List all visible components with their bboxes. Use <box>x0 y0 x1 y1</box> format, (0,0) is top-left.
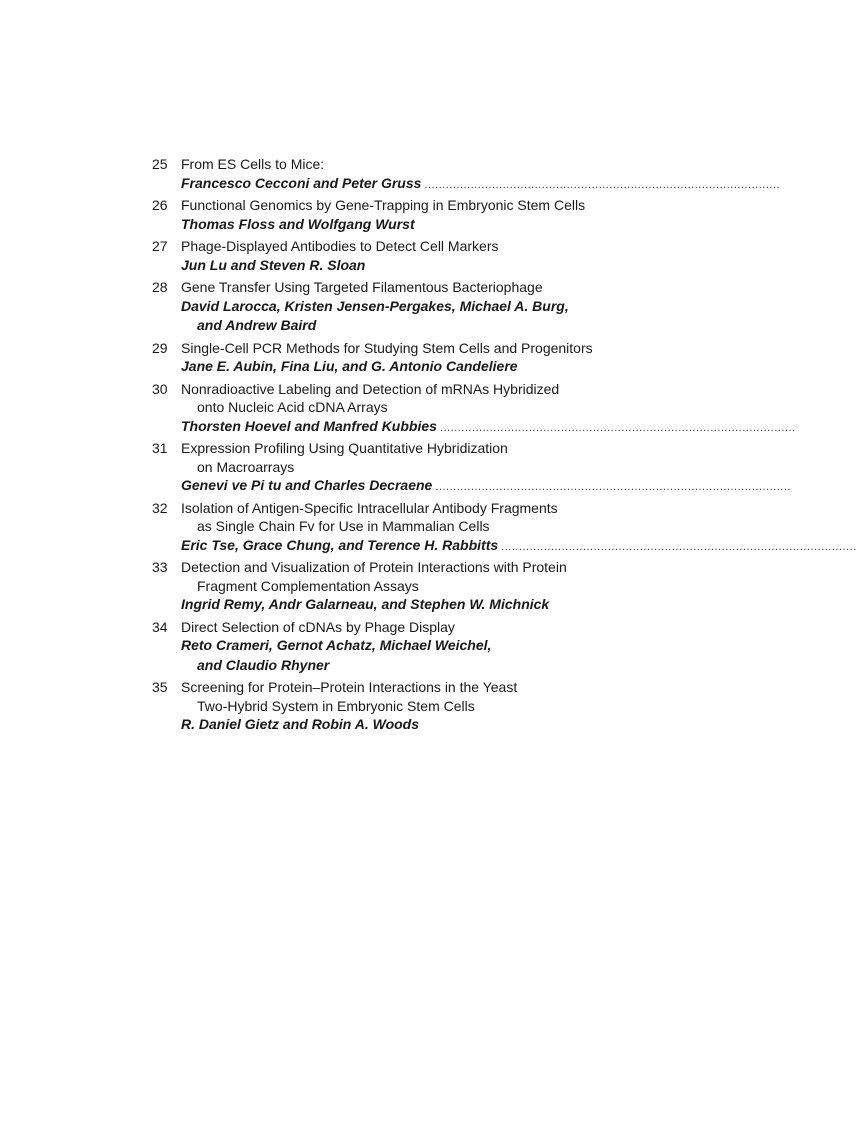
chapter-authors: Thorsten Hoevel and Manfred Kubbies <box>181 417 437 434</box>
chapter-title-continued: onto Nucleic Acid cDNA Arrays <box>197 399 388 415</box>
table-of-contents <box>152 155 857 738</box>
dot-leader: .................................................................................................... <box>439 421 796 434</box>
chapter-number: 30 <box>152 380 168 397</box>
chapter-number: 29 <box>152 339 168 356</box>
toc-entry-25 <box>152 155 781 193</box>
toc-entry-33 <box>152 558 638 615</box>
chapter-authors: Jane E. Aubin, Fina Liu, and G. Antonio Candeliere <box>181 358 518 374</box>
chapter-title-continued: Fragment Complementation Assays <box>197 577 419 594</box>
chapter-title-continued: Two-Hybrid System in Embryonic Stem Cells <box>197 697 475 714</box>
chapter-number: 27 <box>152 238 168 254</box>
chapter-title: Screening for Protein–Protein Interactions in the Yeast <box>181 679 518 695</box>
chapter-number: 25 <box>152 156 168 172</box>
dot-leader: .................................................................................................... <box>435 481 791 493</box>
author-leader-line <box>181 417 796 437</box>
chapter-authors: Reto Crameri, Gernot Achatz, Michael Weichel, <box>181 637 492 653</box>
chapter-authors: Jun Lu and Steven R. Sloan <box>181 256 366 273</box>
chapter-authors: David Larocca, Kristen Jensen-Pergakes, Michael A. Burg, <box>181 297 569 314</box>
toc-entry-28 <box>152 278 638 336</box>
dot-leader: .................................................................................................... <box>424 178 781 191</box>
chapter-title: Phage-Displayed Antibodies to Detect Cell Markers <box>181 238 499 254</box>
toc-entry-30 <box>152 380 796 437</box>
toc-entry-34 <box>152 618 638 676</box>
chapter-title-continued: as Single Chain Fv for Use in Mammalian Cells <box>197 518 490 534</box>
chapter-authors-continued: and Andrew Baird <box>197 317 317 333</box>
chapter-authors: Ingrid Remy, Andr Galarneau, and Stephen W. Michnick <box>181 596 550 612</box>
chapter-title: Isolation of Antigen-Specific Intracellular Antibody Fragments <box>181 499 558 516</box>
chapter-number: 35 <box>152 679 168 695</box>
chapter-number: 32 <box>152 499 168 516</box>
chapter-number: 28 <box>152 279 168 295</box>
chapter-title: From ES Cells to Mice: <box>181 156 325 172</box>
chapter-title: Direct Selection of cDNAs by Phage Display <box>181 618 455 635</box>
toc-entry-32 <box>152 499 857 556</box>
dot-leader: .................................................................................................... <box>501 540 857 553</box>
author-leader-line <box>181 174 781 194</box>
chapter-title: Expression Profiling Using Quantitative Hybridization <box>181 440 508 456</box>
author-leader-line <box>181 536 857 556</box>
chapter-authors: Thomas Floss and Wolfgang Wurst <box>181 215 415 232</box>
chapter-authors-continued: and Claudio Rhyner <box>197 656 330 673</box>
chapter-number: 26 <box>152 197 168 213</box>
chapter-title-continued: on Macroarrays <box>197 458 295 475</box>
toc-entry-31 <box>152 439 791 496</box>
toc-entry-29 <box>152 339 638 377</box>
chapter-number: 33 <box>152 559 168 575</box>
toc-entry-26 <box>152 196 638 234</box>
chapter-title: Functional Genomics by Gene-Trapping in Embryonic Stem Cells <box>181 197 586 213</box>
chapter-title: Nonradioactive Labeling and Detection of mRNAs Hybridized <box>181 380 560 397</box>
chapter-authors: Eric Tse, Grace Chung, and Terence H. Rabbitts <box>181 536 499 553</box>
chapter-authors: Francesco Cecconi and Peter Gruss <box>181 174 422 191</box>
chapter-authors: Genevi ve Pi tu and Charles Decraene <box>181 477 433 493</box>
chapter-number: 31 <box>152 440 168 456</box>
toc-entry-27 <box>152 237 638 275</box>
toc-entry-35 <box>152 678 638 735</box>
chapter-title: Detection and Visualization of Protein Interactions with Protein <box>181 559 567 575</box>
chapter-title: Single-Cell PCR Methods for Studying Stem Cells and Progenitors <box>181 339 593 356</box>
chapter-title: Gene Transfer Using Targeted Filamentous Bacteriophage <box>181 279 543 295</box>
author-leader-line <box>181 476 791 496</box>
chapter-authors: R. Daniel Gietz and Robin A. Woods <box>181 716 420 732</box>
chapter-number: 34 <box>152 618 168 635</box>
